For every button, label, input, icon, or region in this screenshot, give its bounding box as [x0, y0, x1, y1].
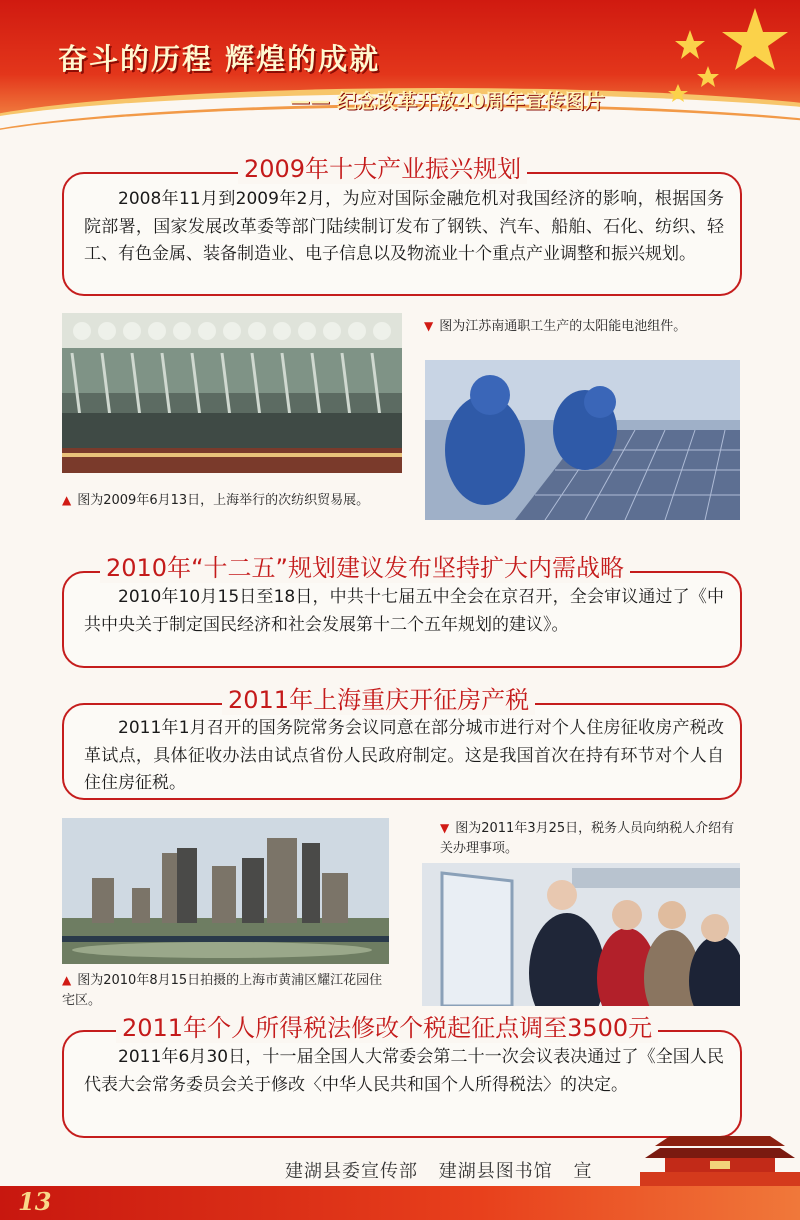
- page-subtitle: —— 纪念改革开放40周年宣传图片: [290, 89, 605, 113]
- triangle-marker-icon: ▲: [62, 973, 72, 987]
- star-icon: [630, 0, 800, 120]
- section-title-2009: 2009年十大产业振兴规划: [238, 154, 527, 184]
- triangle-marker-icon: ▼: [440, 821, 450, 835]
- section-body-2009: 2008年11月到2009年2月，为应对国际金融危机对我国经济的影响，根据国务院部署，国家发展改革委等部门陆续制订发布了钢铁、汽车、船舶、石化、纺织、轻工、有色金属、装备制造业、电子信息以及物流业十个重点产业调整和振兴规划。: [84, 189, 724, 264]
- tax-photo: [422, 863, 740, 1006]
- triangle-marker-icon: ▲: [62, 493, 72, 507]
- triangle-marker-icon: ▼: [424, 319, 434, 333]
- bottom-bar: [0, 1186, 800, 1220]
- caption-solar: ▼ 图为江苏南通职工生产的太阳能电池组件。: [424, 319, 687, 334]
- textile-photo: [62, 313, 402, 473]
- section-title-2011-tax: 2011年个人所得税法修改个税起征点调至3500元: [116, 1013, 658, 1043]
- caption-textile: ▲ 图为2009年6月13日，上海举行的次纺织贸易展。: [62, 493, 370, 508]
- section-title-2011-property: 2011年上海重庆开征房产税: [222, 685, 535, 715]
- footer-credit: 建湖县委宣传部 建湖县图书馆 宣: [285, 1161, 593, 1182]
- caption-residential: ▲ 图为2010年8月15日拍摄的上海市黄浦区耀江花园住宅区。: [62, 973, 383, 1008]
- section-body-2010: 2010年10月15日至18日，中共十七届五中全会在京召开，全会审议通过了《中共中央关于制定国民经济和社会发展第十二个五年规划的建议》。: [84, 587, 724, 635]
- residential-photo: [62, 818, 389, 964]
- section-body-2011-property: 2011年1月召开的国务院常务会议同意在部分城市进行对个人住房征收房产税改革试点，具体征收办法由试点省份人民政府制定。这是我国首次在持有环节对个人自住住房征税。: [84, 718, 724, 793]
- header-banner: [0, 0, 800, 135]
- page-number: 13: [18, 1187, 52, 1216]
- section-title-2010: 2010年“十二五”规划建议发布坚持扩大内需战略: [100, 553, 630, 583]
- solar-photo: [425, 360, 740, 520]
- tiananmen-illustration: [640, 1118, 800, 1188]
- page-title: 奋斗的历程 辉煌的成就: [58, 42, 381, 76]
- section-body-2011-tax: 2011年6月30日，十一届全国人大常委会第二十一次会议表决通过了《全国人民代表大会常务委员会关于修改〈中华人民共和国个人所得税法〉的决定。: [84, 1047, 724, 1095]
- caption-tax: ▼ 图为2011年3月25日，税务人员向纳税人介绍有关办理事项。: [440, 821, 735, 856]
